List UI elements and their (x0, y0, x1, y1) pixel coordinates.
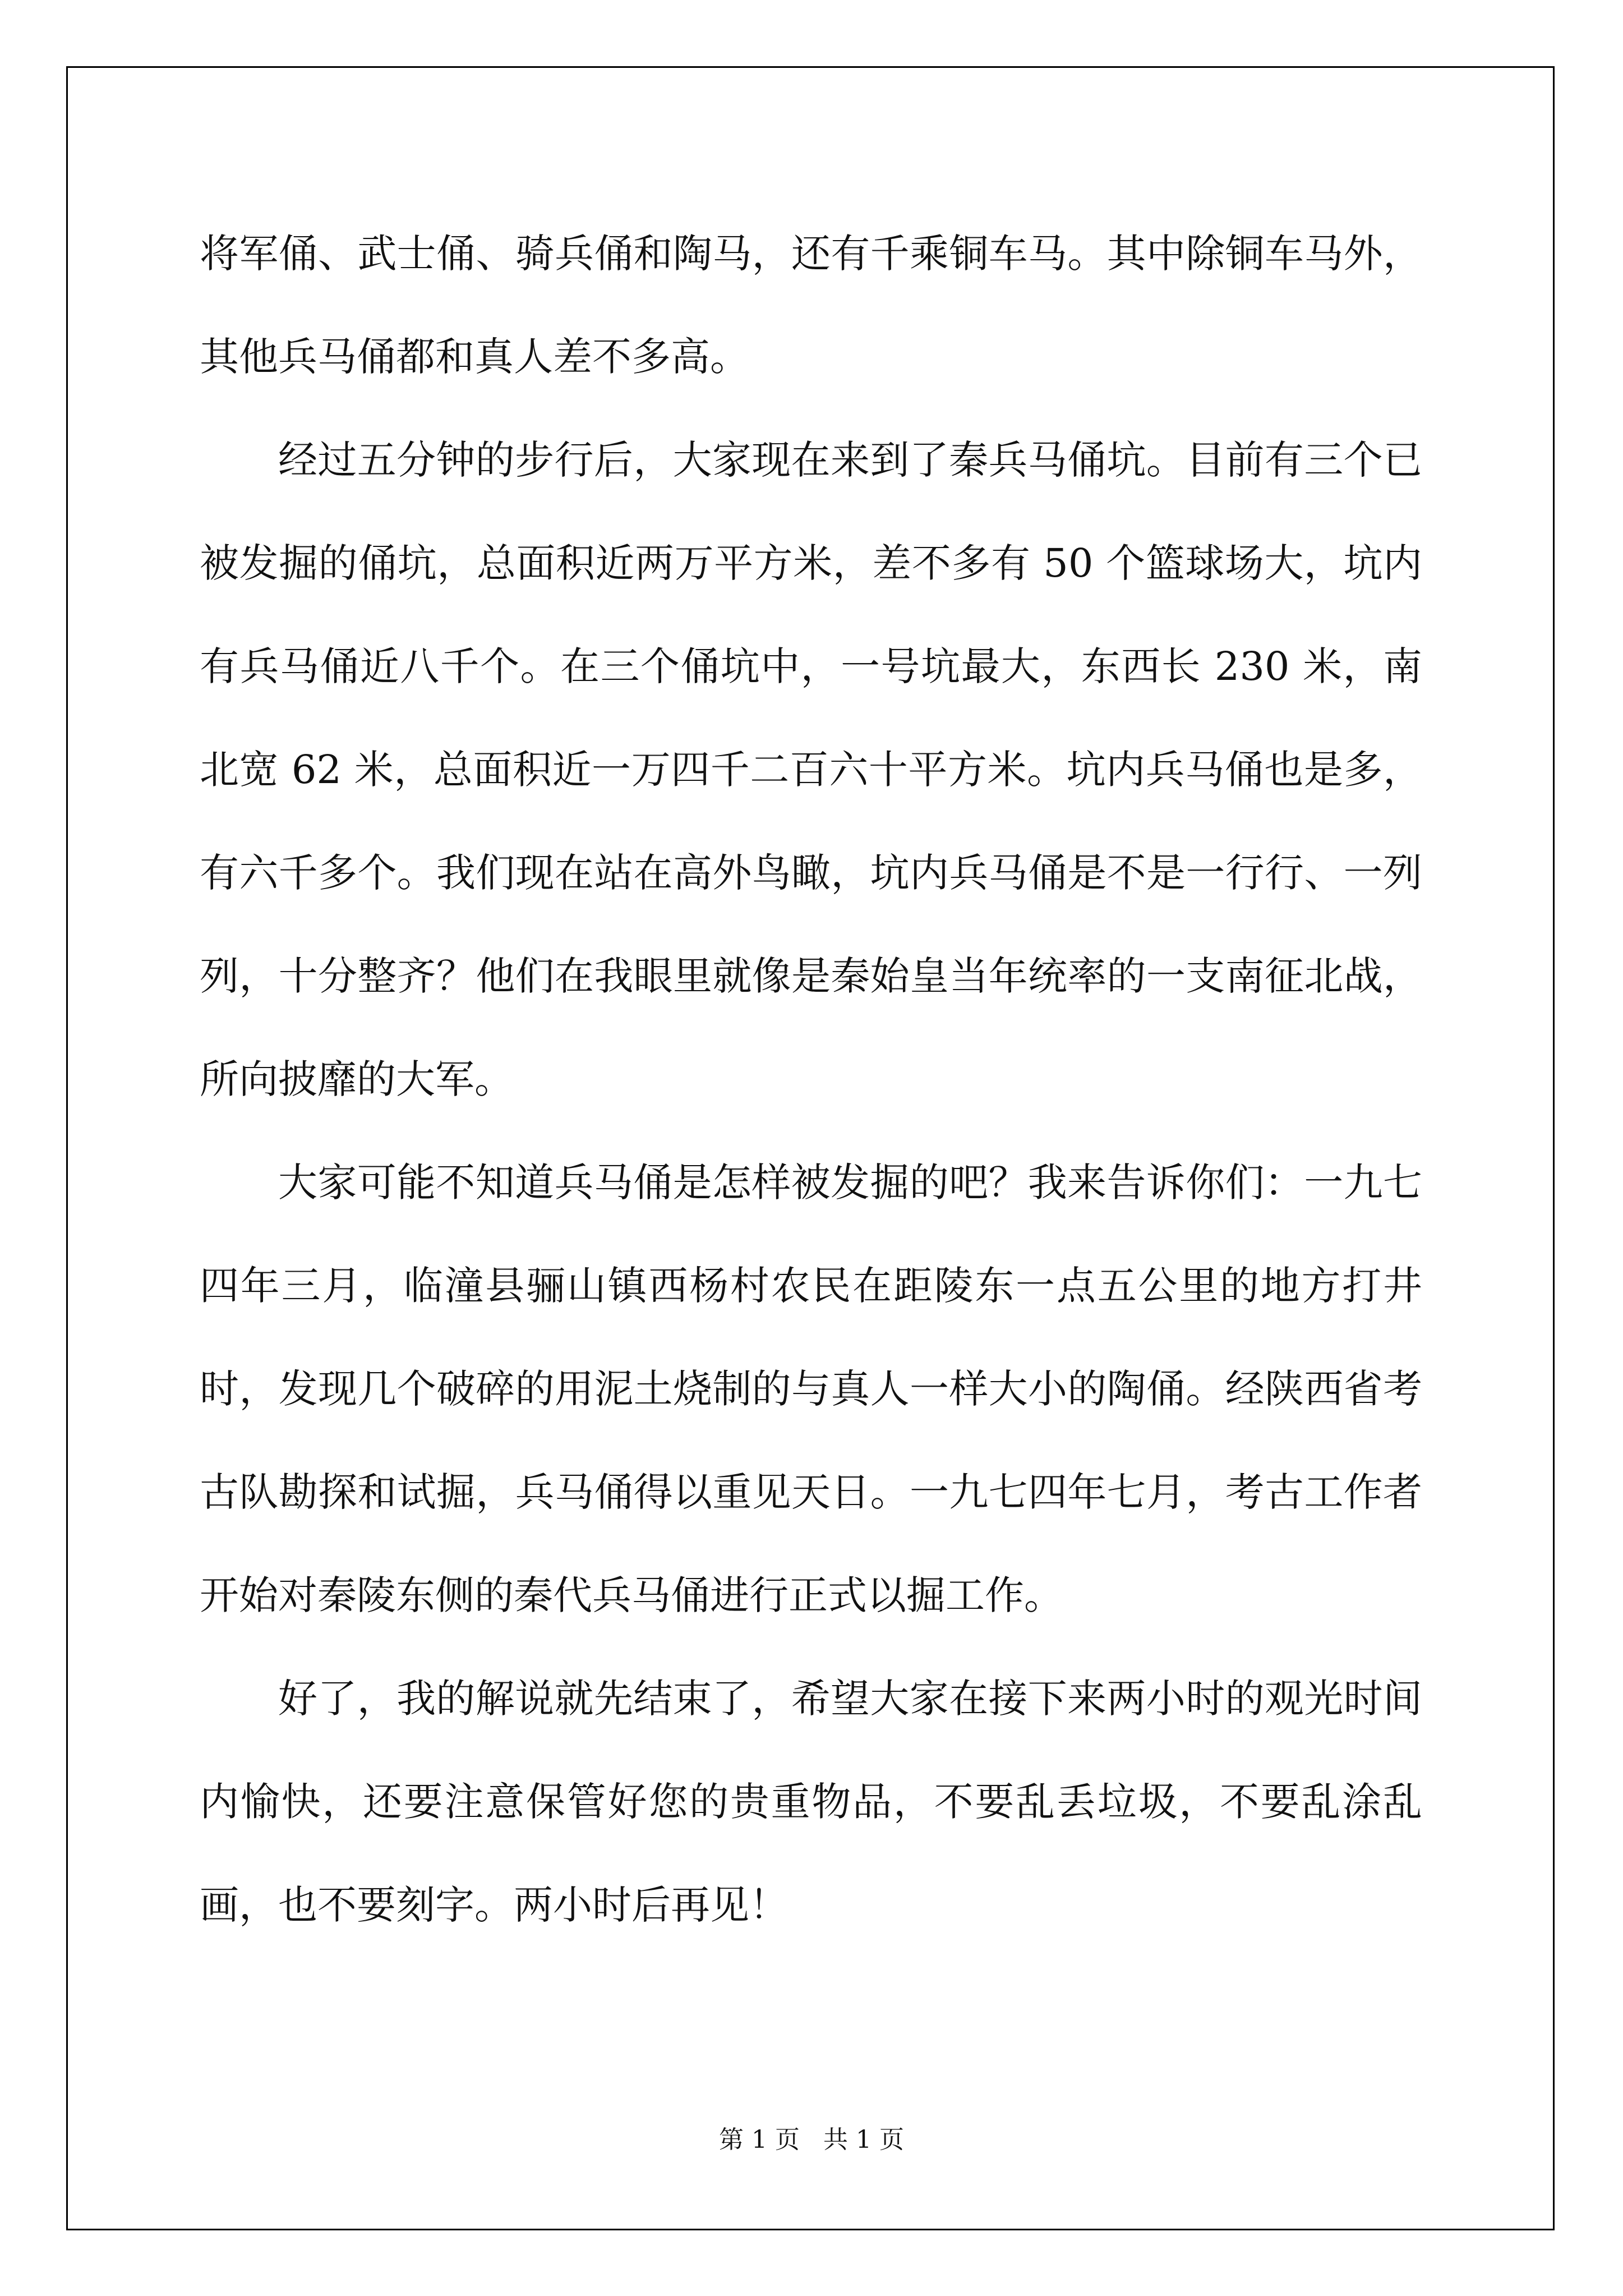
document-body (200, 202, 1422, 1957)
page-footer: 第 1 页 共 1 页 (719, 2125, 904, 2154)
paragraph-discovery: 大家可能不知道兵马俑是怎样被发掘的吧？我来告诉你们：一九七四年三月，临潼县骊山镇西杨村农民在距陵东一点五公里的地方打井时，发现几个破碎的用泥土烧制的与真人一样大小的陶俑。经陕西省考古队勘探和试掘，兵马俑得以重见天日。一九七四年七月，考古工作者开始对秦陵东侧的秦代兵马俑进行正式以掘工作。 (200, 1159, 1422, 1618)
paragraph-closing: 好了，我的解说就先结束了，希望大家在接下来两小时的观光时间内愉快，还要注意保管好您的贵重物品，不要乱丢垃圾，不要乱涂乱画，也不要刻字。两小时后再见！ (200, 1676, 1422, 1928)
paragraph-continuation: 将军俑、武士俑、骑兵俑和陶马，还有千乘铜车马。其中除铜车马外，其他兵马俑都和真人差不多高。 (200, 231, 1422, 380)
paragraph-terracotta-pits: 经过五分钟的步行后，大家现在来到了秦兵马俑坑。目前有三个已被发掘的俑坑，总面积近两万平方米，差不多有 50 个篮球场大，坑内有兵马俑近八千个。在三个俑坑中，一号坑最大，东西长 230 米，南北宽 62 米，总面积近一万四千二百六十平方米。坑内兵马俑也是多，有六千多个。我们现在站在高外鸟瞰，坑内兵马俑是不是一行行、一列列，十分整齐？他们在我眼里就像是秦始皇当年统率的一支南征北战，所向披靡的大军。 (200, 437, 1422, 1102)
